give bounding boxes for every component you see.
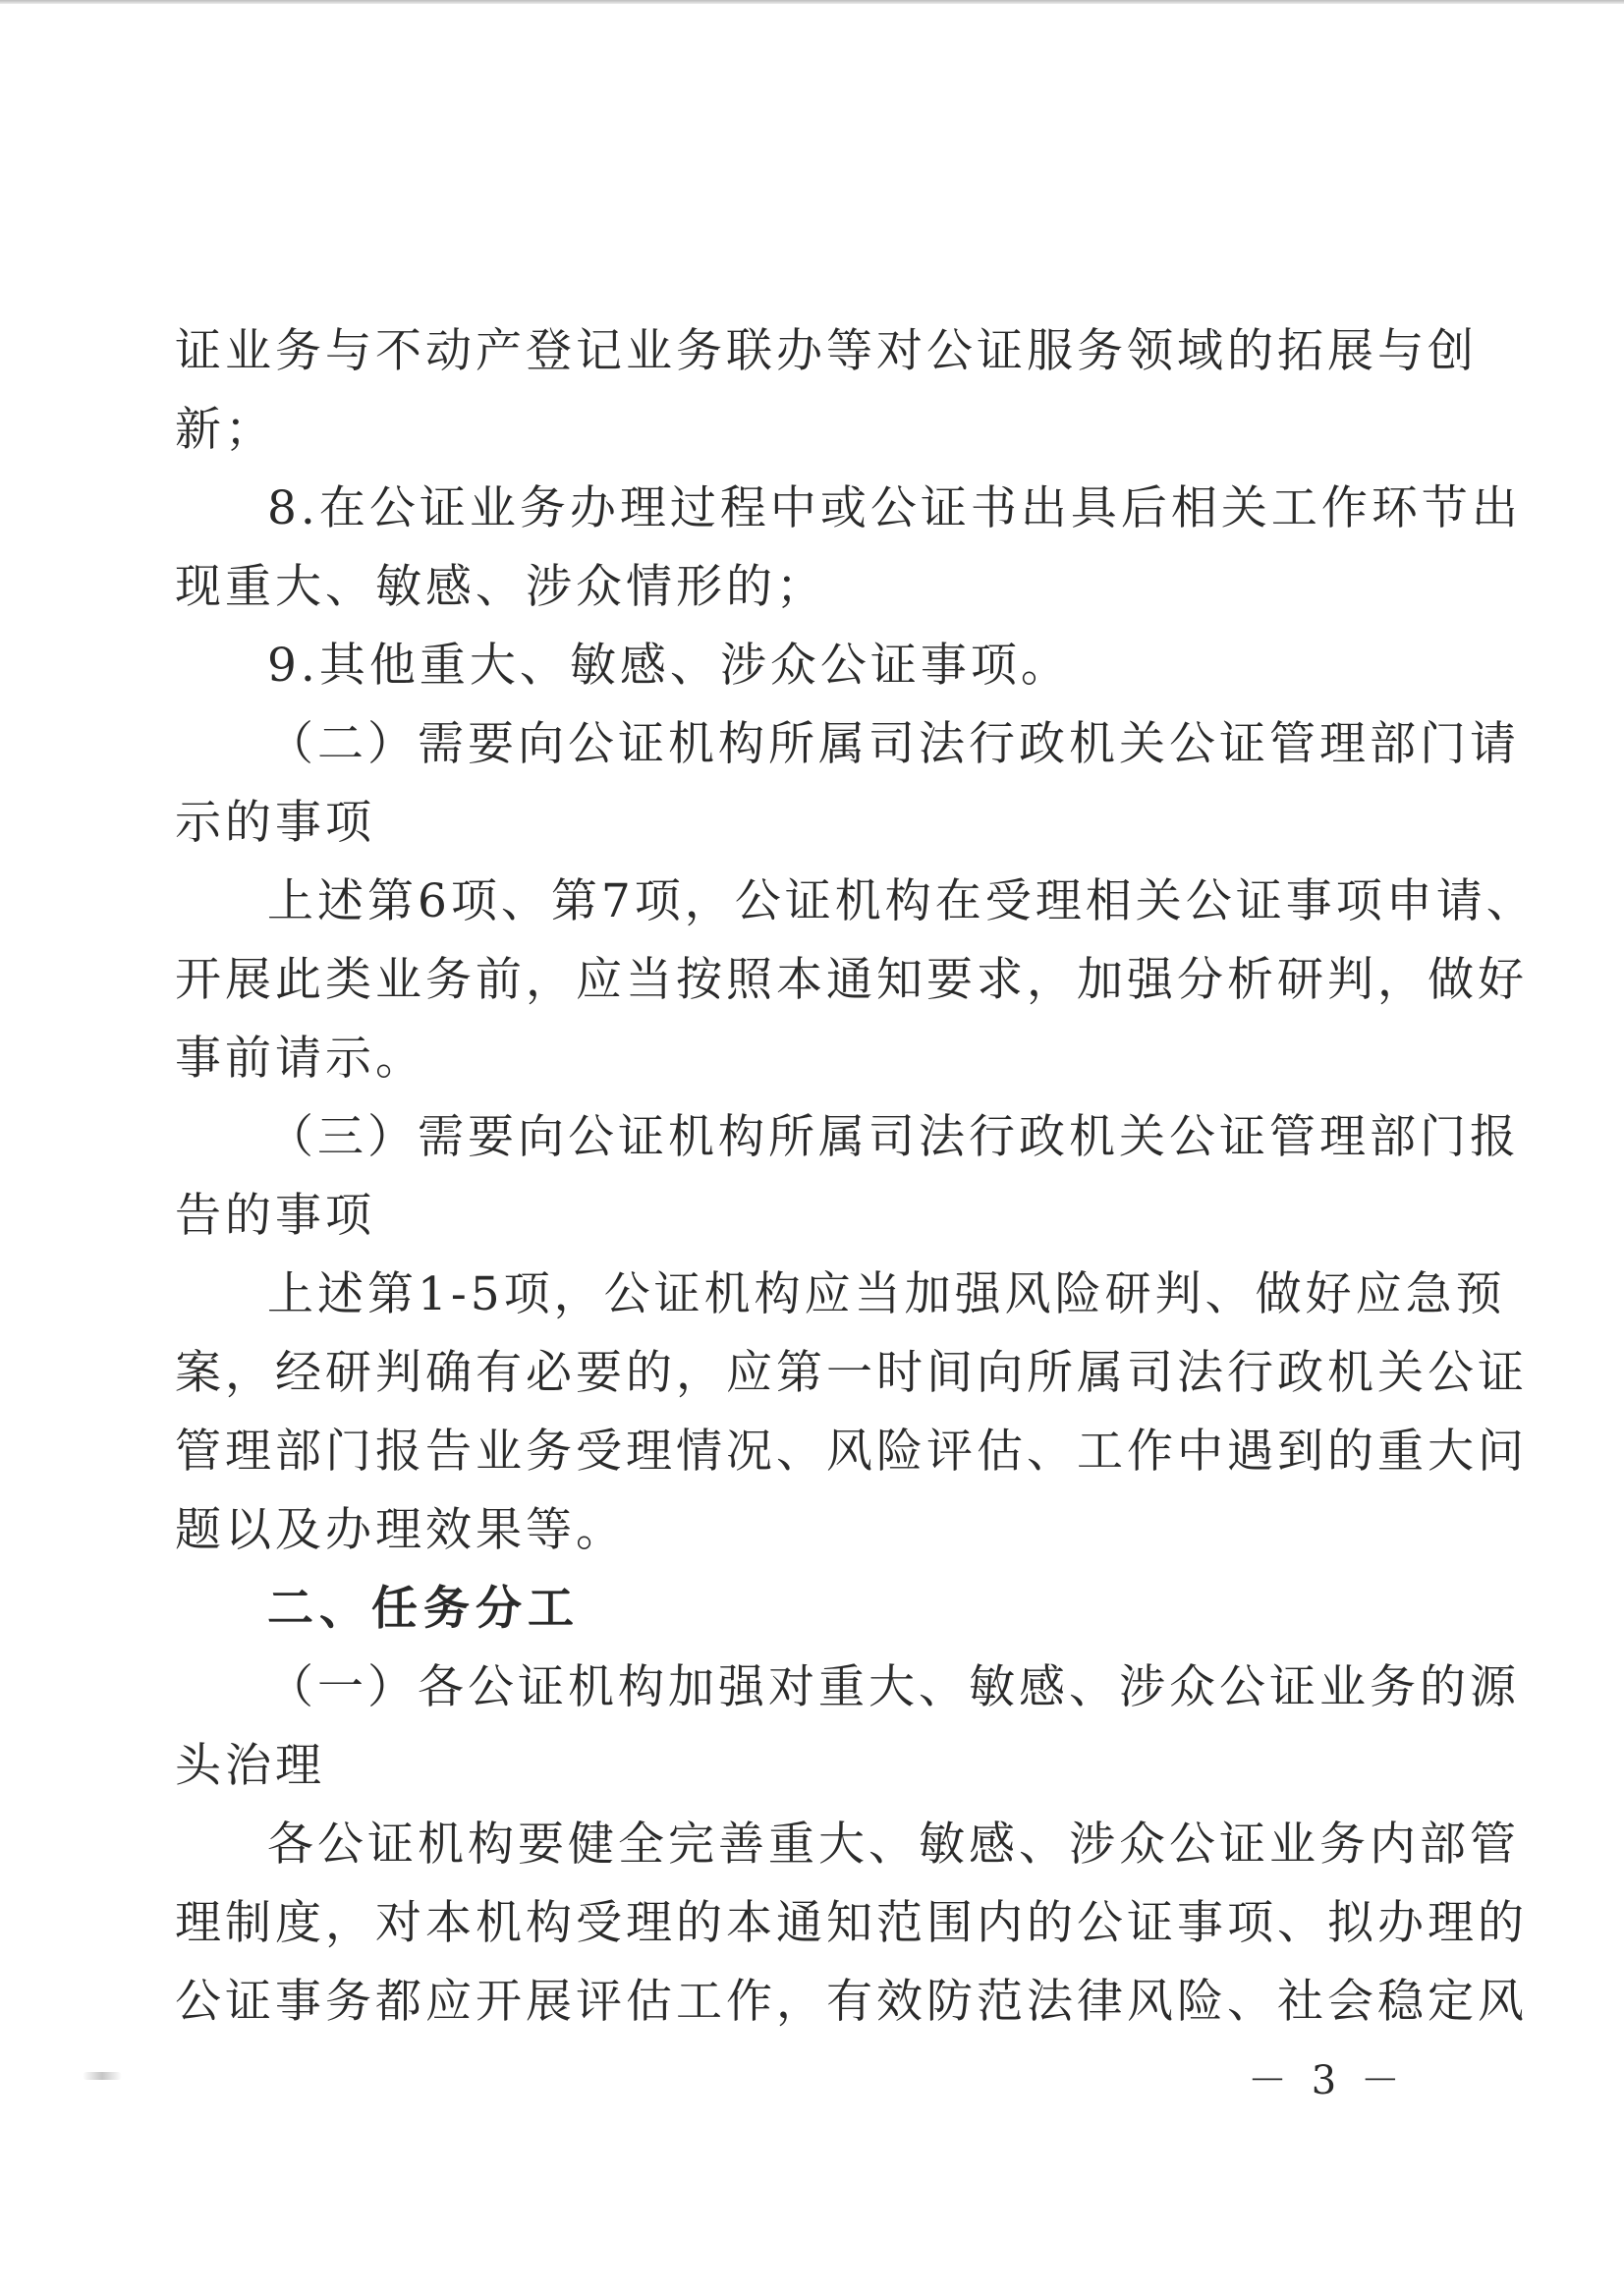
text-line: 8.在公证业务办理过程中或公证书出具后相关工作环节出 — [267, 481, 1522, 535]
text-line: 新； — [175, 403, 275, 457]
text-line: 头治理 — [175, 1739, 325, 1793]
text-line: 题以及办理效果等。 — [175, 1503, 626, 1557]
text-line: 示的事项 — [175, 796, 375, 850]
text-line: 各公证机构要健全完善重大、敏感、涉众公证业务内部管 — [267, 1818, 1520, 1872]
scan-speck — [83, 2072, 122, 2080]
text-line: 案，经研判确有必要的，应第一时间向所属司法行政机关公证 — [175, 1346, 1528, 1400]
scan-top-edge — [0, 0, 1624, 4]
text-line: 上述第1-5项，公证机构应当加强风险研判、做好应急预 — [267, 1267, 1506, 1321]
text-line: （一）各公证机构加强对重大、敏感、涉众公证业务的源 — [267, 1660, 1520, 1714]
text-line: （二）需要向公证机构所属司法行政机关公证管理部门请 — [267, 717, 1520, 771]
text-line: 证业务与不动产登记业务联办等对公证服务领域的拓展与创 — [175, 324, 1478, 378]
section-heading: 二、任务分工 — [267, 1582, 580, 1636]
page-number: － 3 － — [1248, 2058, 1406, 2103]
text-line: 理制度，对本机构受理的本通知范围内的公证事项、拟办理的 — [175, 1896, 1528, 1950]
text-line: 上述第6项、第7项，公证机构在受理相关公证事项申请、 — [267, 874, 1537, 928]
text-line: 管理部门报告业务受理情况、风险评估、工作中遇到的重大问 — [175, 1425, 1528, 1479]
text-line: 现重大、敏感、涉众情形的； — [175, 560, 826, 614]
text-line: 开展此类业务前，应当按照本通知要求，加强分析研判，做好 — [175, 953, 1528, 1007]
text-line: 公证事务都应开展评估工作，有效防范法律风险、社会稳定风 — [175, 1975, 1528, 2029]
text-line: 告的事项 — [175, 1189, 375, 1243]
text-line: 9.其他重大、敏感、涉众公证事项。 — [267, 639, 1071, 693]
text-line: 事前请示。 — [175, 1032, 425, 1086]
text-line: （三）需要向公证机构所属司法行政机关公证管理部门报 — [267, 1110, 1520, 1164]
